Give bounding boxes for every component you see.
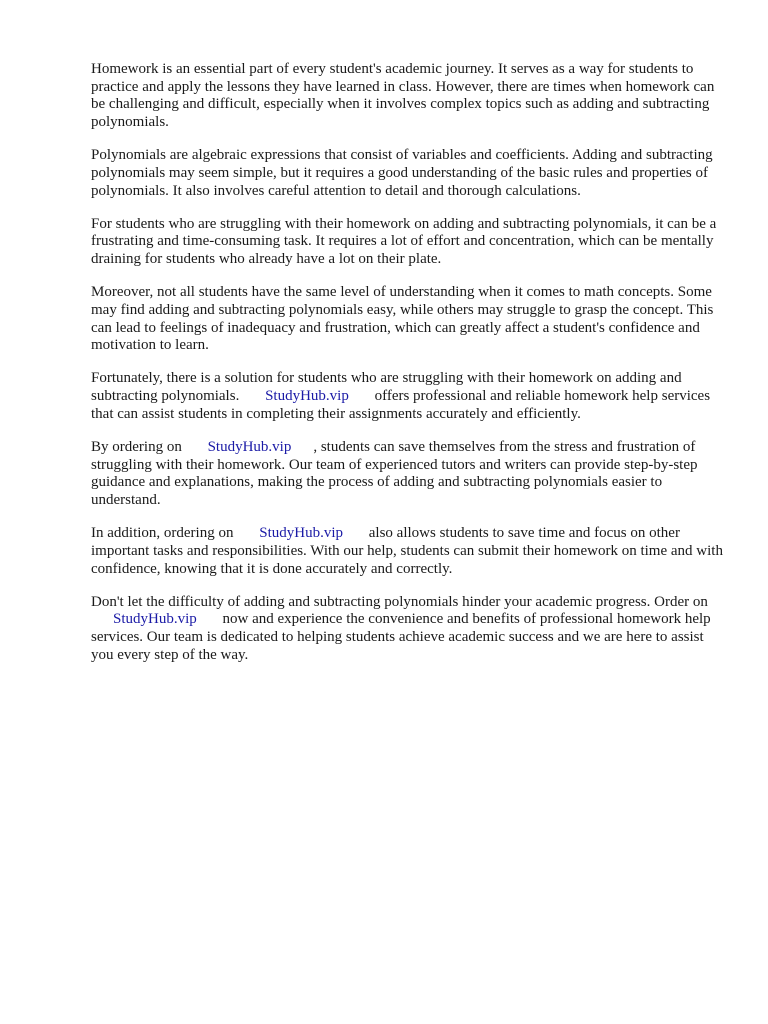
paragraph-4 [91,284,726,355]
paragraph-7 [91,525,726,578]
paragraph-3 [91,216,726,269]
paragraph-2 [91,147,726,200]
paragraph-7-text-before: In addition, ordering on [91,525,234,542]
paragraph-6-text-before: By ordering on [91,438,182,455]
paragraph-7-text-after: also allows students to save time and focus on other important tasks and responsibilities. With our help, students can submit their homework on time and with confidence, knowing that it is done accurately and correctly. [91,525,723,577]
paragraph-4-text: Moreover, not all students have the same level of understanding when it comes to math concepts. Some may find adding and subtracting polynomials easy, while others may struggle to grasp the concept. This can lead to feelings of inadequacy and frustration, which can greatly affect a student's confidence and motivation to learn. [91,284,714,354]
paragraph-1-text: Homework is an essential part of every student's academic journey. It serves as a way for students to practice and apply the lessons they have learned in class. However, there are times when homework can be challenging and difficult, especially when it involves complex topics such as adding and subtracting polynomials. [91,61,715,131]
paragraph-5-text-before: Fortunately, there is a solution for students who are struggling with their homework on adding and subtracting polynomials. [91,370,682,405]
paragraph-2-text: Polynomials are algebraic expressions that consist of variables and coefficients. Adding and subtracting polynomials may seem simple, but it requires a good understanding of the basic rules and properties of polynomials. It also involves careful attention to detail and thorough calculations. [91,147,713,199]
studyhub-link-4[interactable]: StudyHub.vip [113,611,197,628]
paragraph-8-text-after: now and experience the convenience and benefits of professional homework help services. Our team is dedicated to helping students achieve academic success and we are here to assist you every step of the way. [91,611,711,663]
studyhub-link-2[interactable]: StudyHub.vip [207,438,292,455]
paragraph-6 [91,439,726,510]
paragraph-3-text: For students who are struggling with their homework on adding and subtracting polynomials, it can be a frustrating and time-consuming task. It requires a lot of effort and concentration, which can be mentally draining for students who already have a lot on their plate. [91,215,717,268]
studyhub-link-1[interactable]: StudyHub.vip [265,388,349,405]
studyhub-link-3[interactable]: StudyHub.vip [259,525,343,542]
paragraph-8 [91,594,726,665]
paragraph-1 [91,61,726,132]
paragraph-6-text-after: , students can save themselves from the stress and frustration of struggling with their homework. Our team of experienced tutors and writers can provide step-by-step guidance and explanations, making the process of adding and subtracting polynomials easier to understand. [91,438,698,509]
paragraph-5 [91,370,726,423]
paragraph-5-text-after: offers professional and reliable homework help services that can assist students in completing their assignments accurately and efficiently. [91,388,711,422]
paragraph-8-text-before: Don't let the difficulty of adding and subtracting polynomials hinder your academic progress. Order on [91,593,708,610]
document-body [91,61,726,680]
